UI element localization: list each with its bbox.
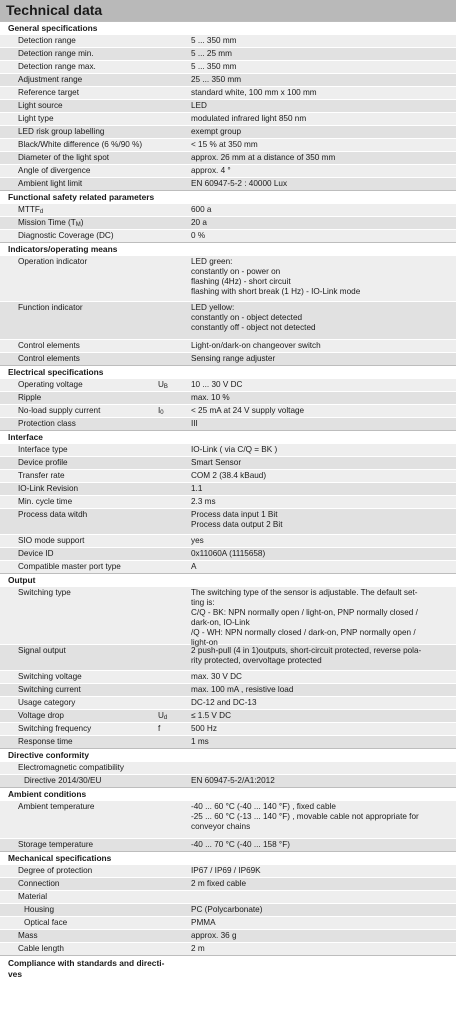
spec-label [0, 801, 158, 838]
spec-row [0, 929, 456, 942]
spec-label [0, 457, 158, 469]
spec-label [0, 865, 158, 877]
spec-symbol [158, 139, 191, 151]
spec-row [0, 339, 456, 352]
spec-value: < 15 % at 350 mm [191, 140, 258, 149]
spec-value: 5 ... 350 mm [191, 36, 237, 45]
spec-row [0, 890, 456, 903]
spec-row [0, 670, 456, 683]
spec-label [0, 302, 158, 339]
spec-value: PMMA [191, 918, 216, 927]
spec-label-text: Light source [18, 101, 63, 110]
spec-label-text: Switching voltage [18, 672, 82, 681]
spec-value: 2 push-pull (4 in 1)outputs, short-circuit protected, reverse pola- rity protected, overvoltage protected [191, 646, 422, 665]
spec-value: 500 Hz [191, 724, 217, 733]
spec-row [0, 301, 456, 339]
spec-symbol [158, 470, 191, 482]
spec-label-text: Directive 2014/30/EU [24, 776, 102, 785]
spec-value: Sensing range adjuster [191, 354, 276, 363]
spec-value: LED green: constantly on - power on flashing (4Hz) - short circuit flashing with short break (1 Hz) - IO-Link mode [191, 257, 361, 296]
spec-label-text: Protection class [18, 419, 76, 428]
spec-symbol [158, 74, 191, 86]
spec-value: 0x11060A (1115658) [191, 549, 266, 558]
spec-symbol [158, 165, 191, 177]
spec-row [0, 560, 456, 573]
spec-value: COM 2 (38.4 kBaud) [191, 471, 267, 480]
spec-row [0, 469, 456, 482]
spec-value: max. 30 V DC [191, 672, 242, 681]
spec-row [0, 864, 456, 877]
spec-label-text: Operation indicator [18, 257, 88, 266]
spec-value: EN 60947-5-2/A1:2012 [191, 776, 275, 785]
spec-label-text: Response time [18, 737, 73, 746]
spec-label-text: Usage category [18, 698, 76, 707]
sections-container [0, 21, 456, 981]
spec-symbol [158, 878, 191, 890]
spec-symbol [158, 340, 191, 352]
spec-symbol [158, 483, 191, 495]
spec-label [0, 904, 158, 916]
spec-value: modulated infrared light 850 nm [191, 114, 307, 123]
spec-label-text: Min. cycle time [18, 497, 73, 506]
spec-label [0, 943, 158, 955]
spec-label-text: LED risk group labelling [18, 127, 105, 136]
spec-symbol [158, 561, 191, 573]
spec-label-text: Transfer rate [18, 471, 65, 480]
spec-value: 25 ... 350 mm [191, 75, 242, 84]
spec-row [0, 391, 456, 404]
spec-label [0, 483, 158, 495]
spec-row [0, 378, 456, 391]
spec-label-text: MTTF [18, 205, 40, 214]
spec-label [0, 470, 158, 482]
spec-symbol [158, 509, 191, 534]
spec-label-text: Material [18, 892, 48, 901]
spec-value: 5 ... 25 mm [191, 49, 232, 58]
section-heading: Compliance with standards and directi- ves [0, 955, 456, 981]
spec-label [0, 204, 158, 216]
section-heading: Indicators/operating means [0, 242, 456, 255]
spec-value: approx. 26 mm at a distance of 350 mm [191, 153, 336, 162]
spec-label [0, 561, 158, 573]
spec-value: Process data input 1 Bit Process data output 2 Bit [191, 510, 283, 529]
spec-row [0, 800, 456, 838]
spec-label-text: Function indicator [18, 303, 83, 312]
spec-label [0, 917, 158, 929]
spec-label [0, 671, 158, 683]
spec-value: 0 % [191, 231, 206, 240]
spec-value: < 25 mA at 24 V supply voltage [191, 406, 305, 415]
spec-label-text: Mission Time (T [18, 218, 76, 227]
spec-value: exempt group [191, 127, 242, 136]
spec-symbol [158, 61, 191, 73]
spec-label-text: Light type [18, 114, 54, 123]
spec-symbol [158, 548, 191, 560]
spec-value [191, 891, 456, 903]
spec-label-text: Ambient temperature [18, 802, 95, 811]
spec-value: 2 m fixed cable [191, 879, 247, 888]
spec-symbol [158, 48, 191, 60]
spec-symbol [158, 839, 191, 851]
spec-symbol [158, 535, 191, 547]
spec-symbol [158, 392, 191, 404]
spec-symbol [158, 35, 191, 47]
spec-label [0, 710, 158, 722]
spec-value: max. 10 % [191, 393, 230, 402]
spec-row [0, 709, 456, 722]
spec-row [0, 151, 456, 164]
spec-label [0, 548, 158, 560]
spec-row [0, 942, 456, 955]
spec-label-text: Compatible master port type [18, 562, 121, 571]
spec-label-text: Mass [18, 931, 38, 940]
spec-row [0, 417, 456, 430]
spec-value: 1 ms [191, 737, 209, 746]
spec-row [0, 722, 456, 735]
spec-value: 20 a [191, 218, 207, 227]
spec-label-suffix: ) [80, 218, 84, 227]
spec-value: IP67 / IP69 / IP69K [191, 866, 261, 875]
spec-symbol [158, 100, 191, 112]
spec-value: 600 a [191, 205, 212, 214]
spec-label [0, 74, 158, 86]
spec-label [0, 736, 158, 748]
spec-label [0, 587, 158, 644]
page-title: Technical data [0, 0, 456, 21]
spec-symbol-text: I [158, 406, 161, 415]
spec-value: max. 100 mA , resistive load [191, 685, 294, 694]
spec-label [0, 839, 158, 851]
spec-row [0, 99, 456, 112]
spec-symbol [158, 684, 191, 696]
spec-label [0, 126, 158, 138]
spec-value: Smart Sensor [191, 458, 242, 467]
spec-symbol [158, 496, 191, 508]
spec-label-text: Adjustment range [18, 75, 83, 84]
spec-label-text: Ripple [18, 393, 42, 402]
spec-row [0, 683, 456, 696]
spec-label [0, 444, 158, 456]
spec-label [0, 61, 158, 73]
spec-label-text: SIO mode support [18, 536, 85, 545]
spec-label [0, 340, 158, 352]
spec-symbol [158, 126, 191, 138]
spec-value: ≤ 1.5 V DC [191, 711, 231, 720]
spec-label-text: Process data witdh [18, 510, 88, 519]
spec-row [0, 443, 456, 456]
section-heading: General specifications [0, 21, 456, 34]
spec-label-text: Electromagnetic compatibility [18, 763, 125, 772]
spec-value: yes [191, 536, 204, 545]
spec-row [0, 495, 456, 508]
spec-label-text: Optical face [24, 918, 68, 927]
spec-value: A [191, 562, 197, 571]
spec-symbol [158, 353, 191, 365]
spec-row [0, 838, 456, 851]
spec-row [0, 508, 456, 534]
spec-label-text: Ambient light limit [18, 179, 83, 188]
spec-symbol [158, 152, 191, 164]
spec-value: 2 m [191, 944, 205, 953]
spec-label-subscript: M [75, 222, 81, 228]
spec-row [0, 177, 456, 190]
spec-label-text: Cable length [18, 944, 64, 953]
spec-row [0, 903, 456, 916]
spec-label [0, 392, 158, 404]
spec-label-text: Connection [18, 879, 60, 888]
spec-row [0, 774, 456, 787]
spec-value: 10 ... 30 V DC [191, 380, 243, 389]
spec-label [0, 418, 158, 430]
spec-symbol [158, 587, 191, 644]
section-heading: Ambient conditions [0, 787, 456, 800]
section-heading: Functional safety related parameters [0, 190, 456, 203]
spec-label-text: IO-Link Revision [18, 484, 79, 493]
spec-symbol [158, 217, 191, 229]
spec-symbol [158, 418, 191, 430]
spec-value: LED yellow: constantly on - object detected constantly off - object not detected [191, 303, 316, 332]
spec-label [0, 48, 158, 60]
spec-symbol-text: f [158, 724, 161, 733]
spec-label [0, 775, 158, 787]
spec-row [0, 761, 456, 774]
spec-row [0, 60, 456, 73]
spec-value [191, 762, 456, 774]
spec-value: DC-12 and DC-13 [191, 698, 257, 707]
spec-label [0, 762, 158, 774]
spec-value: IO-Link ( via C/Q = BK ) [191, 445, 278, 454]
spec-symbol [158, 645, 191, 670]
spec-label [0, 230, 158, 242]
spec-label-text: Voltage drop [18, 711, 64, 720]
spec-symbol [158, 930, 191, 942]
spec-label [0, 878, 158, 890]
section-heading: Output [0, 573, 456, 586]
spec-value: -40 ... 70 °C (-40 ... 158 °F) [191, 840, 290, 849]
spec-label-text: Diagnostic Coverage (DC) [18, 231, 114, 240]
spec-row [0, 34, 456, 47]
spec-label [0, 684, 158, 696]
spec-row [0, 255, 456, 301]
spec-label-text: Detection range [18, 36, 76, 45]
spec-label [0, 496, 158, 508]
spec-label [0, 697, 158, 709]
spec-label [0, 152, 158, 164]
spec-label [0, 113, 158, 125]
spec-label-text: Black/White difference (6 %/90 %) [18, 140, 143, 149]
spec-label [0, 178, 158, 190]
spec-symbol [158, 379, 191, 391]
spec-label [0, 165, 158, 177]
spec-row [0, 164, 456, 177]
spec-symbol-subscript: B [163, 384, 168, 390]
spec-row [0, 47, 456, 60]
spec-label-text: Detection range min. [18, 49, 94, 58]
spec-label-text: Angle of divergence [18, 166, 91, 175]
spec-symbol-text: U [158, 380, 164, 389]
spec-row [0, 547, 456, 560]
spec-symbol [158, 697, 191, 709]
spec-symbol-subscript: 0 [160, 410, 164, 416]
spec-label [0, 379, 158, 391]
spec-symbol [158, 302, 191, 339]
spec-label-text: Control elements [18, 341, 80, 350]
spec-label-text: Detection range max. [18, 62, 96, 71]
spec-label-text: Control elements [18, 354, 80, 363]
spec-row [0, 73, 456, 86]
spec-label [0, 509, 158, 534]
spec-value: PC (Polycarbonate) [191, 905, 263, 914]
spec-symbol [158, 457, 191, 469]
spec-row [0, 352, 456, 365]
spec-symbol [158, 723, 191, 735]
spec-row [0, 112, 456, 125]
spec-value: Light-on/dark-on changeover switch [191, 341, 321, 350]
spec-symbol [158, 801, 191, 838]
spec-symbol [158, 230, 191, 242]
spec-symbol [158, 113, 191, 125]
spec-value: EN 60947-5-2 : 40000 Lux [191, 179, 288, 188]
spec-label-text: Switching current [18, 685, 81, 694]
spec-value: LED [191, 101, 207, 110]
spec-label-subscript: d [39, 209, 44, 215]
spec-label [0, 87, 158, 99]
section-heading: Electrical specifications [0, 365, 456, 378]
section-heading: Mechanical specifications [0, 851, 456, 864]
spec-value: 5 ... 350 mm [191, 62, 237, 71]
spec-row [0, 482, 456, 495]
spec-label [0, 645, 158, 670]
spec-row [0, 229, 456, 242]
spec-label [0, 139, 158, 151]
spec-value: approx. 4 ° [191, 166, 231, 175]
spec-label-text: Storage temperature [18, 840, 94, 849]
spec-row [0, 86, 456, 99]
spec-label-text: Signal output [18, 646, 66, 655]
spec-symbol-text: U [158, 711, 164, 720]
spec-symbol [158, 736, 191, 748]
spec-label-text: Device profile [18, 458, 68, 467]
spec-label [0, 35, 158, 47]
spec-symbol [158, 671, 191, 683]
spec-row [0, 735, 456, 748]
spec-row [0, 877, 456, 890]
spec-value: 1.1 [191, 484, 203, 493]
spec-value: -40 ... 60 °C (-40 ... 140 °F) , fixed cable -25 ... 60 °C (-13 ... 140 °F) , movable cable not appropriate for conveyor chains [191, 802, 419, 831]
spec-label [0, 535, 158, 547]
spec-symbol [158, 775, 191, 787]
spec-value: 2.3 ms [191, 497, 216, 506]
spec-symbol [158, 444, 191, 456]
spec-row [0, 203, 456, 216]
spec-symbol [158, 917, 191, 929]
spec-symbol [158, 87, 191, 99]
spec-symbol [158, 204, 191, 216]
spec-label-text: Operating voltage [18, 380, 83, 389]
spec-symbol [158, 405, 191, 417]
spec-row [0, 456, 456, 469]
section-heading: Interface [0, 430, 456, 443]
spec-symbol [158, 943, 191, 955]
spec-value: approx. 36 g [191, 931, 237, 940]
spec-label-text: Switching frequency [18, 724, 92, 733]
spec-row [0, 696, 456, 709]
spec-value: The switching type of the sensor is adjustable. The default set- ting is: C/Q - BK: NPN normally open / light-on, PNP normally closed / dark-on, IO-Link /Q - WH: NPN normally closed / dark-on, PNP normally open / light-on [191, 588, 418, 647]
spec-label [0, 100, 158, 112]
spec-symbol-subscript: d [163, 715, 168, 721]
spec-label-text: Interface type [18, 445, 68, 454]
spec-row [0, 916, 456, 929]
spec-label-text: Degree of protection [18, 866, 93, 875]
spec-symbol [158, 904, 191, 916]
spec-label-text: Switching type [18, 588, 71, 597]
spec-label [0, 723, 161, 735]
spec-symbol [158, 710, 191, 722]
spec-label [0, 256, 158, 301]
spec-row [0, 125, 456, 138]
spec-row [0, 138, 456, 151]
spec-row [0, 534, 456, 547]
spec-value: III [191, 419, 198, 428]
spec-label-text: Housing [24, 905, 55, 914]
spec-value: standard white, 100 mm x 100 mm [191, 88, 317, 97]
spec-label [0, 405, 161, 417]
section-heading: Directive conformity [0, 748, 456, 761]
spec-symbol [158, 865, 191, 877]
spec-row [0, 644, 456, 670]
spec-label [0, 891, 158, 903]
spec-label-text: Diameter of the light spot [18, 153, 110, 162]
spec-label-text: No-load supply current [18, 406, 101, 415]
spec-row [0, 586, 456, 647]
spec-row [0, 216, 456, 229]
spec-label [0, 217, 158, 229]
spec-symbol [158, 762, 191, 774]
spec-row [0, 404, 456, 417]
spec-symbol [158, 256, 191, 301]
spec-label [0, 930, 158, 942]
spec-label-text: Device ID [18, 549, 54, 558]
spec-symbol [158, 891, 191, 903]
spec-label-text: Reference target [18, 88, 79, 97]
spec-label [0, 353, 158, 365]
spec-symbol [158, 178, 191, 190]
